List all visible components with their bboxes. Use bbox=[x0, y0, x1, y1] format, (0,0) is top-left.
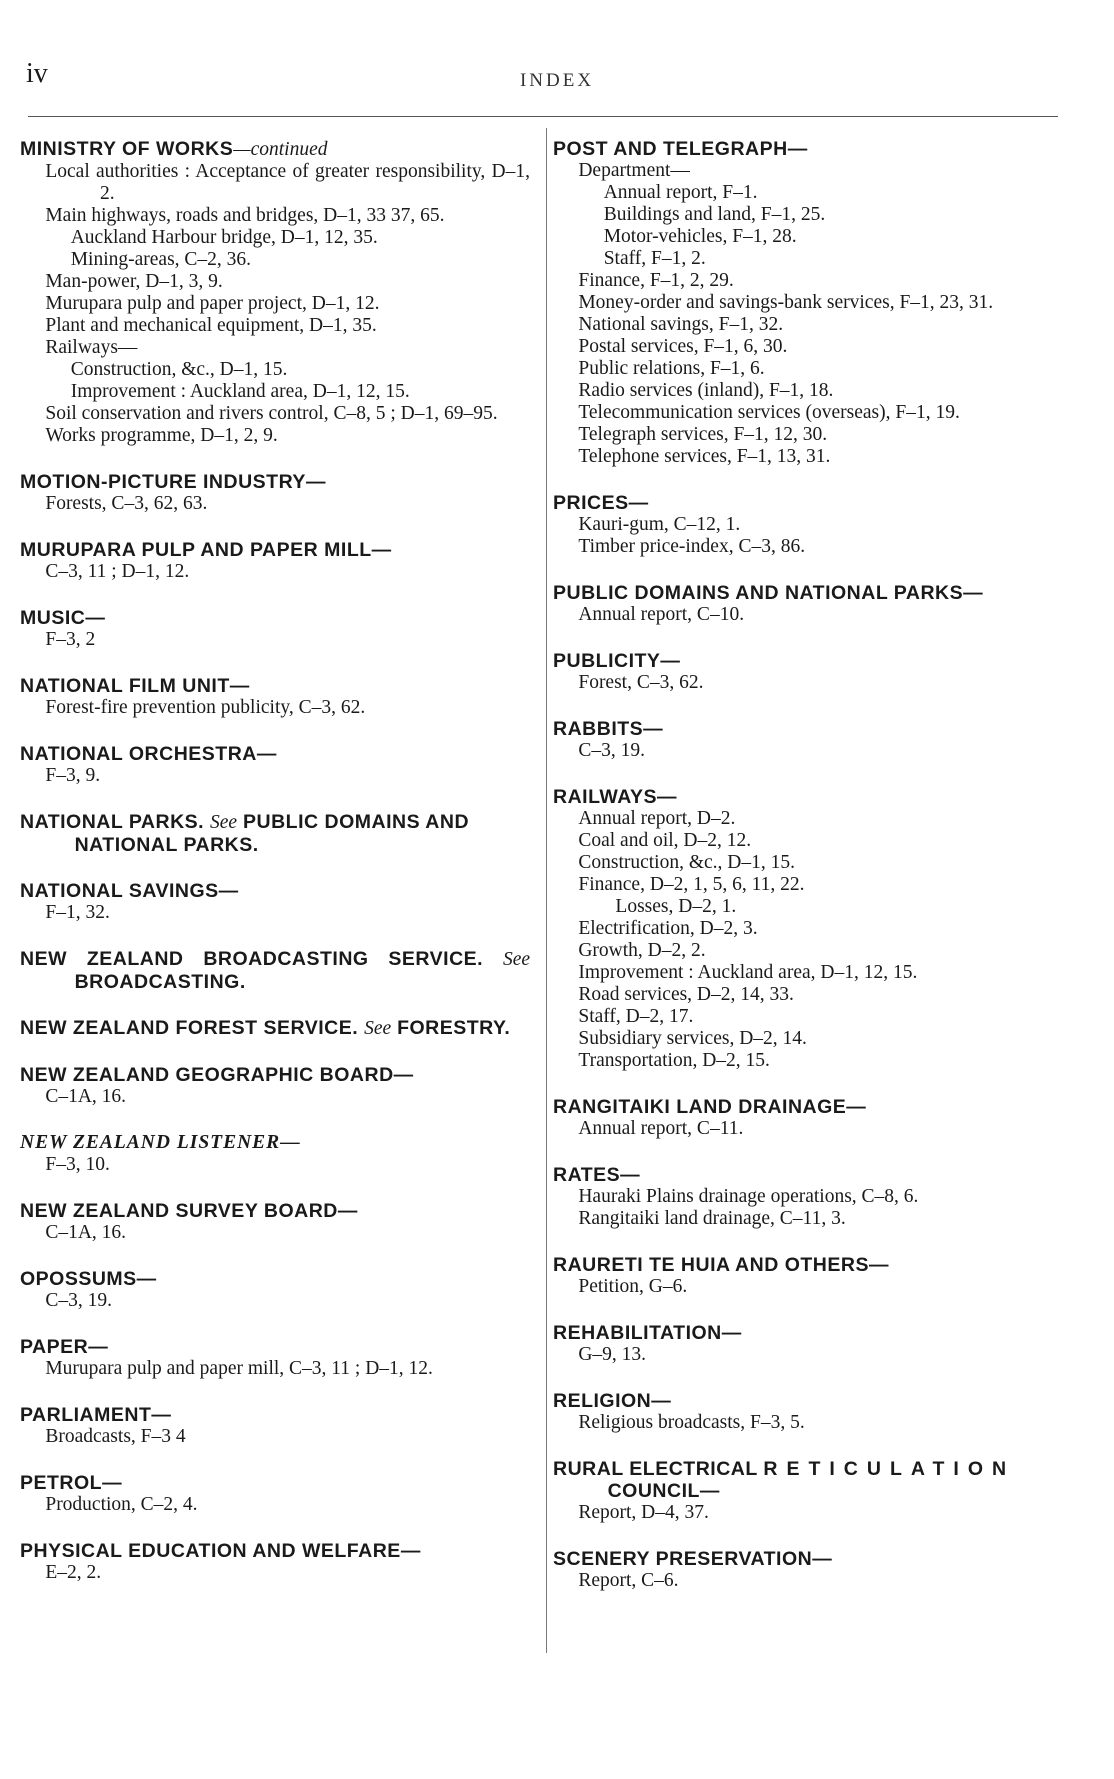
index-entry bbox=[20, 607, 530, 651]
heading-text: PRICES— bbox=[553, 492, 649, 514]
entry-heading bbox=[553, 1548, 1059, 1570]
heading-text: OPOSSUMS— bbox=[20, 1268, 157, 1290]
entry-subheading: Public relations, F–1, 6. bbox=[578, 358, 765, 379]
entry-subheading: Plant and mechanical equipment, D–1, 35. bbox=[45, 315, 377, 336]
entry-subheading: Rangitaiki land drainage, C–11, 3. bbox=[578, 1208, 846, 1229]
index-entry bbox=[20, 811, 530, 856]
entry-subheading: Improvement : Auckland area, D–1, 12, 15. bbox=[70, 381, 410, 402]
index-entry bbox=[553, 1322, 1059, 1366]
heading-text: POST AND TELEGRAPH— bbox=[553, 138, 808, 160]
heading-text: REHABILITATION— bbox=[553, 1322, 742, 1344]
entry-subheading: Staff, D–2, 17. bbox=[578, 1006, 694, 1027]
entry-subheading: National savings, F–1, 32. bbox=[578, 314, 784, 335]
see-target: FORESTRY. bbox=[397, 1017, 511, 1039]
entry-subheading: Coal and oil, D–2, 12. bbox=[578, 830, 752, 851]
heading-text: MINISTRY OF WORKS bbox=[20, 138, 234, 160]
entry-heading bbox=[20, 675, 530, 697]
heading-text: PHYSICAL EDUCATION AND WELFARE— bbox=[20, 1540, 421, 1562]
heading-text: RATES— bbox=[553, 1164, 641, 1186]
entry-subheading: Local authorities : Acceptance of greater responsibility, D–1, 2. bbox=[45, 161, 530, 204]
entry-subheading: C–3, 19. bbox=[45, 1290, 112, 1311]
column-divider bbox=[546, 128, 547, 1653]
heading-text: PUBLICITY— bbox=[553, 650, 681, 672]
entry-heading bbox=[20, 471, 530, 493]
entry-heading bbox=[20, 948, 530, 993]
heading-text: RANGITAIKI LAND DRAINAGE— bbox=[553, 1096, 867, 1118]
entry-heading bbox=[553, 718, 1059, 740]
heading-text: RABBITS— bbox=[553, 718, 664, 740]
index-entry bbox=[20, 1132, 530, 1176]
entry-subheading: Production, C–2, 4. bbox=[45, 1494, 198, 1515]
entry-subheading: Losses, D–2, 1. bbox=[615, 896, 737, 917]
entry-subheading: Telegraph services, F–1, 12, 30. bbox=[578, 424, 828, 445]
entry-subheading: C–3, 19. bbox=[578, 740, 645, 761]
entry-subheading: Department— bbox=[578, 160, 690, 181]
heading-text: RAILWAYS— bbox=[553, 786, 678, 808]
entry-subheading: Staff, F–1, 2. bbox=[603, 248, 706, 269]
index-entry bbox=[553, 718, 1059, 762]
heading-text: NATIONAL FILM UNIT— bbox=[20, 675, 250, 697]
entry-heading bbox=[553, 1164, 1059, 1186]
entry-subheading: F–1, 32. bbox=[45, 902, 110, 923]
entry-heading bbox=[20, 138, 530, 161]
index-entry bbox=[553, 1096, 1059, 1140]
index-entry bbox=[553, 786, 1059, 1072]
entry-subheading: Forest, C–3, 62. bbox=[578, 672, 704, 693]
heading-text: NEW ZEALAND SURVEY BOARD— bbox=[20, 1200, 358, 1222]
index-entry bbox=[20, 1017, 530, 1040]
entry-subheading: Railways— bbox=[45, 337, 138, 358]
index-entry bbox=[20, 1336, 530, 1380]
index-entry bbox=[553, 650, 1059, 694]
index-entry bbox=[553, 1164, 1059, 1230]
entry-subheading: Auckland Harbour bridge, D–1, 12, 35. bbox=[70, 227, 378, 248]
entry-subheading: Annual report, C–11. bbox=[578, 1118, 744, 1139]
entry-subheading: Report, D–4, 37. bbox=[578, 1502, 709, 1523]
heading-text: PETROL— bbox=[20, 1472, 123, 1494]
entry-subheading: Electrification, D–2, 3. bbox=[578, 918, 758, 939]
heading-text: MUSIC— bbox=[20, 607, 106, 629]
entry-heading bbox=[20, 1268, 530, 1290]
index-entry bbox=[553, 1548, 1059, 1592]
entry-subheading: Petition, G–6. bbox=[578, 1276, 688, 1297]
entry-subheading: E–2, 2. bbox=[45, 1562, 102, 1583]
entry-subheading: F–3, 9. bbox=[45, 765, 101, 786]
index-entry bbox=[20, 1540, 530, 1584]
index-entry bbox=[20, 1064, 530, 1108]
entry-heading bbox=[20, 1017, 530, 1040]
entry-subheading: F–3, 2 bbox=[45, 629, 96, 650]
see-reference: See bbox=[502, 949, 530, 970]
entry-subheading: Buildings and land, F–1, 25. bbox=[603, 204, 826, 225]
entry-subheading: Money-order and savings-bank services, F–1, 23, 31. bbox=[578, 292, 994, 313]
entry-subheading: Radio services (inland), F–1, 18. bbox=[578, 380, 834, 401]
index-entry bbox=[553, 492, 1059, 558]
right-column bbox=[553, 138, 1059, 1616]
index-entry bbox=[20, 1268, 530, 1312]
entry-heading bbox=[20, 607, 530, 629]
entry-subheading: Construction, &c., D–1, 15. bbox=[578, 852, 795, 873]
index-entry bbox=[20, 743, 530, 787]
entry-heading bbox=[20, 811, 530, 856]
heading-text: SCENERY PRESERVATION— bbox=[553, 1548, 833, 1570]
entry-subheading: Motor-vehicles, F–1, 28. bbox=[603, 226, 797, 247]
entry-subheading: Finance, D–2, 1, 5, 6, 11, 22. bbox=[578, 874, 805, 895]
index-entry bbox=[20, 539, 530, 583]
heading-text: PAPER— bbox=[20, 1336, 109, 1358]
entry-subheading: Postal services, F–1, 6, 30. bbox=[578, 336, 788, 357]
entry-subheading: Growth, D–2, 2. bbox=[578, 940, 706, 961]
entry-subheading: Kauri-gum, C–12, 1. bbox=[578, 514, 741, 535]
heading-text: MOTION-PICTURE INDUSTRY— bbox=[20, 471, 326, 493]
entry-subheading: Soil conservation and rivers control, C–8, 5 ; D–1, 69–95. bbox=[45, 403, 498, 424]
entry-heading bbox=[553, 492, 1059, 514]
entry-subheading: Religious broadcasts, F–3, 5. bbox=[578, 1412, 805, 1433]
index-entry bbox=[20, 1404, 530, 1448]
heading-text: NEW ZEALAND FOREST SERVICE. bbox=[20, 1017, 359, 1039]
entry-subheading: Annual report, F–1. bbox=[603, 182, 758, 203]
index-entry bbox=[20, 138, 530, 447]
entry-subheading: Improvement : Auckland area, D–1, 12, 15. bbox=[578, 962, 918, 983]
spaced-word: RETICULATION bbox=[763, 1458, 1016, 1480]
heading-text: NEW ZEALAND BROADCASTING SERVICE. bbox=[20, 948, 484, 970]
entry-heading bbox=[20, 1404, 530, 1426]
entry-subheading: Telephone services, F–1, 13, 31. bbox=[578, 446, 831, 467]
see-reference: See bbox=[210, 812, 238, 833]
entry-heading bbox=[20, 1200, 530, 1222]
entry-subheading: F–3, 10. bbox=[45, 1154, 110, 1175]
entry-heading bbox=[20, 880, 530, 902]
entry-heading bbox=[20, 539, 530, 561]
entry-heading bbox=[20, 1472, 530, 1494]
index-entry bbox=[20, 675, 530, 719]
heading-text: NATIONAL SAVINGS— bbox=[20, 880, 239, 902]
entry-subheading: C–3, 11 ; D–1, 12. bbox=[45, 561, 190, 582]
entry-heading bbox=[553, 1322, 1059, 1344]
entry-subheading: Murupara pulp and paper project, D–1, 12. bbox=[45, 293, 380, 314]
heading-text: MURUPARA PULP AND PAPER MILL— bbox=[20, 539, 392, 561]
entry-subheading: Report, C–6. bbox=[578, 1570, 679, 1591]
entry-heading bbox=[20, 743, 530, 765]
entry-subheading: Transportation, D–2, 15. bbox=[578, 1050, 770, 1071]
entry-heading bbox=[553, 1254, 1059, 1276]
entry-heading bbox=[20, 1132, 530, 1154]
entry-heading bbox=[20, 1064, 530, 1086]
entry-subheading: Finance, F–1, 2, 29. bbox=[578, 270, 734, 291]
entry-heading bbox=[20, 1540, 530, 1562]
heading-text: PUBLIC DOMAINS AND NATIONAL PARKS— bbox=[553, 582, 984, 604]
entry-subheading: Timber price-index, C–3, 86. bbox=[578, 536, 806, 557]
entry-subheading: C–1A, 16. bbox=[45, 1086, 127, 1107]
entry-subheading: Forests, C–3, 62, 63. bbox=[45, 493, 208, 514]
index-entry bbox=[20, 1472, 530, 1516]
entry-subheading: Man-power, D–1, 3, 9. bbox=[45, 271, 223, 292]
entry-heading bbox=[553, 1390, 1059, 1412]
entry-subheading: Subsidiary services, D–2, 14. bbox=[578, 1028, 807, 1049]
index-entry bbox=[553, 1458, 1059, 1524]
see-target: PUBLIC DOMAINS AND NATIONAL PARKS. bbox=[74, 811, 470, 856]
entry-subheading: Hauraki Plains drainage operations, C–8, 6. bbox=[578, 1186, 919, 1207]
header-rule bbox=[28, 116, 1058, 117]
entry-subheading: Broadcasts, F–3 4 bbox=[45, 1426, 186, 1447]
index-entry bbox=[553, 138, 1059, 468]
heading-text: NEW ZEALAND LISTENER— bbox=[20, 1132, 301, 1153]
entry-heading bbox=[553, 582, 1059, 604]
entry-subheading: Forest-fire prevention publicity, C–3, 62. bbox=[45, 697, 366, 718]
index-entry bbox=[20, 471, 530, 515]
entry-subheading: Works programme, D–1, 2, 9. bbox=[45, 425, 278, 446]
index-entry bbox=[20, 948, 530, 993]
index-entry bbox=[20, 880, 530, 924]
entry-heading bbox=[553, 138, 1059, 160]
entry-subheading: Murupara pulp and paper mill, C–3, 11 ; D–1, 12. bbox=[45, 1358, 433, 1379]
index-entry bbox=[553, 1390, 1059, 1434]
heading-text: RELIGION— bbox=[553, 1390, 672, 1412]
entry-subheading: Mining-areas, C–2, 36. bbox=[70, 249, 252, 270]
left-column bbox=[20, 138, 530, 1608]
index-entry bbox=[553, 1254, 1059, 1298]
entry-subheading: Road services, D–2, 14, 33. bbox=[578, 984, 794, 1005]
entry-heading bbox=[553, 1096, 1059, 1118]
entry-subheading: G–9, 13. bbox=[578, 1344, 647, 1365]
continued-label: —continued bbox=[233, 139, 328, 160]
entry-heading bbox=[553, 650, 1059, 672]
see-target: BROADCASTING. bbox=[74, 971, 246, 993]
page-number: iv bbox=[26, 58, 48, 89]
entry-subheading: Main highways, roads and bridges, D–1, 33 37, 65. bbox=[45, 205, 445, 226]
heading-text: NEW ZEALAND GEOGRAPHIC BOARD— bbox=[20, 1064, 414, 1086]
entry-heading: RURAL ELECTRICAL RETICULATION COUNCIL— bbox=[553, 1458, 1016, 1502]
entry-subheading: Telecommunication services (overseas), F–1, 19. bbox=[578, 402, 960, 423]
entry-subheading: C–1A, 16. bbox=[45, 1222, 127, 1243]
heading-text: PARLIAMENT— bbox=[20, 1404, 172, 1426]
heading-text: NATIONAL PARKS. bbox=[20, 811, 205, 833]
heading-text: NATIONAL ORCHESTRA— bbox=[20, 743, 277, 765]
see-reference: See bbox=[364, 1018, 392, 1039]
index-entry bbox=[553, 582, 1059, 626]
entry-subheading: Annual report, D–2. bbox=[578, 808, 736, 829]
entry-heading bbox=[20, 1336, 530, 1358]
entry-subheading: Annual report, C–10. bbox=[578, 604, 745, 625]
running-head: INDEX bbox=[519, 70, 595, 91]
entry-subheading: Construction, &c., D–1, 15. bbox=[70, 359, 288, 380]
heading-text: RAURETI TE HUIA AND OTHERS— bbox=[553, 1254, 889, 1276]
entry-heading bbox=[553, 786, 1059, 808]
index-entry bbox=[20, 1200, 530, 1244]
